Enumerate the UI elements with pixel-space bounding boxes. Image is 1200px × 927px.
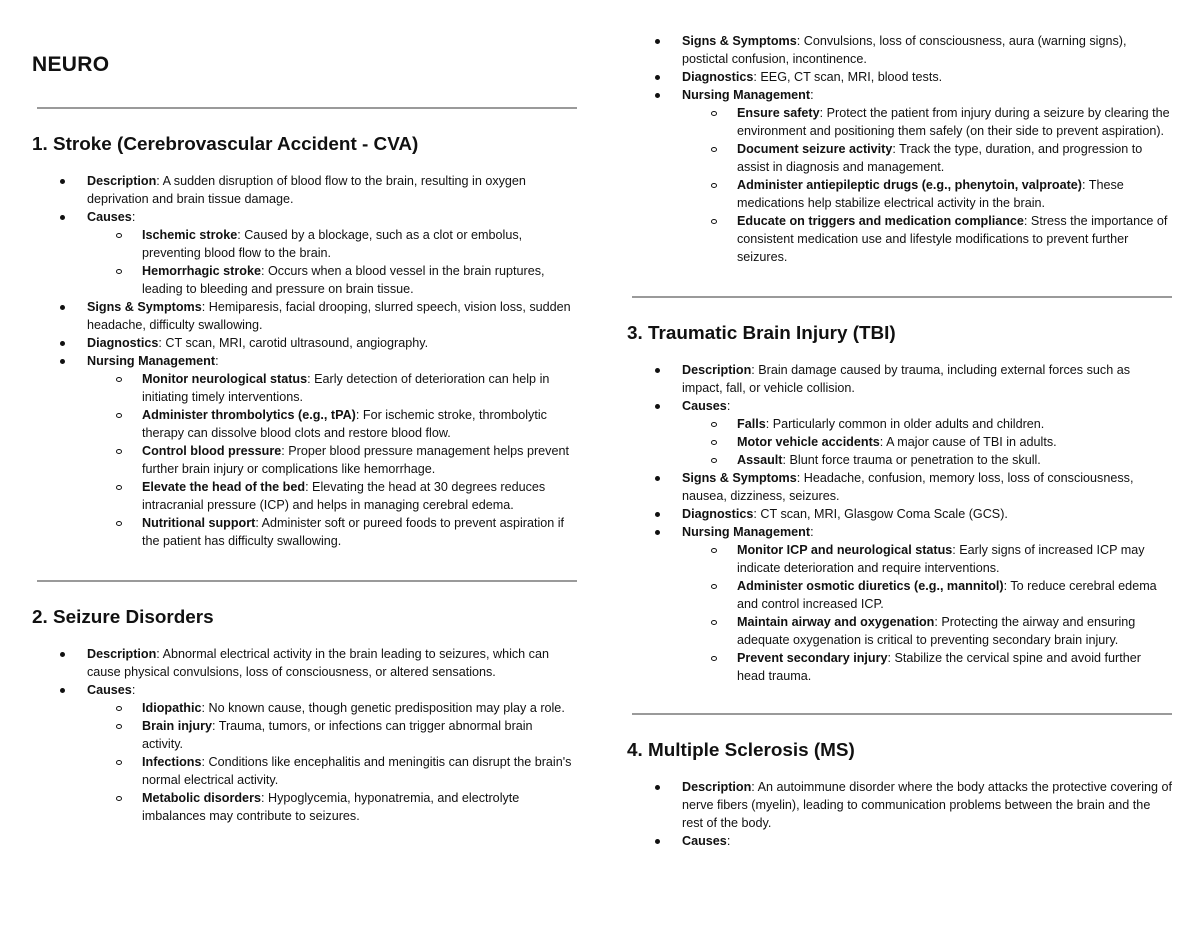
seizure-list-continued <box>627 32 1172 266</box>
item-term: Causes <box>682 834 727 848</box>
item-term: Ensure safety <box>737 106 820 120</box>
item-text: : Track the type, duration, and progression to assist in diagnosis and management. <box>737 142 1143 174</box>
sub-list-item <box>682 140 1172 176</box>
ms-list <box>627 778 1172 850</box>
item-text: : EEG, CT scan, MRI, blood tests. <box>753 70 943 84</box>
section-title-ms: 4. Multiple Sclerosis (MS) <box>627 740 855 761</box>
item-term: Administer antiepileptic drugs (e.g., phenytoin, valproate) <box>737 178 1082 192</box>
item-term: Infections <box>142 755 202 769</box>
item-text: : Administer soft or pureed foods to prevent aspiration if the patient has difficulty swallowing. <box>142 516 565 548</box>
item-term: Assault <box>737 453 783 467</box>
item-term: Elevate the head of the bed <box>142 480 306 494</box>
list-item <box>627 832 1172 850</box>
item-term: Description <box>682 363 752 377</box>
sub-bullet-list <box>87 699 577 825</box>
item-text: : Protecting the airway and ensuring adequate oxygenation is critical to preventing secondary brain injury. <box>737 615 1136 647</box>
item-term: Hemorrhagic stroke <box>142 264 261 278</box>
item-text: : For ischemic stroke, thrombolytic therapy can dissolve blood clots and restore blood flow. <box>142 408 547 440</box>
right-column <box>627 32 1172 850</box>
item-term: Causes <box>87 683 132 697</box>
item-term: Description <box>87 647 157 661</box>
sub-bullet-list <box>87 226 577 298</box>
sub-list-item <box>87 262 577 298</box>
sub-list-item <box>87 753 577 789</box>
section-title-seizure: 2. Seizure Disorders <box>32 607 214 628</box>
stroke-list <box>32 172 577 550</box>
seizure-list <box>32 645 577 825</box>
item-text: : Headache, confusion, memory loss, loss of consciousness, nausea, dizziness, seizures. <box>682 471 1134 503</box>
item-term: Control blood pressure <box>142 444 282 458</box>
item-text: : Protect the patient from injury during a seizure by clearing the environment and positioning them safely (on their side to prevent aspiration). <box>737 106 1170 138</box>
sub-list-item <box>682 577 1172 613</box>
item-text: : An autoimmune disorder where the body attacks the protective covering of nerve fibers (myelin), leading to communication problems between the brain and the rest of the body. <box>682 780 1173 830</box>
item-term: Nursing Management <box>87 354 216 368</box>
tbi-list <box>627 361 1172 685</box>
item-text: : Early detection of deterioration can help in initiating timely interventions. <box>142 372 550 404</box>
section-title-stroke: 1. Stroke (Cerebrovascular Accident - CVA) <box>32 134 419 155</box>
item-text: : Particularly common in older adults and children. <box>765 417 1045 431</box>
item-term: Brain injury <box>142 719 212 733</box>
item-term: Ischemic stroke <box>142 228 238 242</box>
item-text: : CT scan, MRI, Glasgow Coma Scale (GCS). <box>753 507 1008 521</box>
left-column <box>32 52 577 825</box>
item-term: Educate on triggers and medication compliance <box>737 214 1024 228</box>
item-text: : Blunt force trauma or penetration to the skull. <box>782 453 1041 467</box>
item-term: Administer osmotic diuretics (e.g., mannitol) <box>737 579 1004 593</box>
section-title-tbi: 3. Traumatic Brain Injury (TBI) <box>627 323 896 344</box>
bullet-list <box>627 778 1172 850</box>
sub-list-item <box>87 406 577 442</box>
item-term: Motor vehicle accidents <box>737 435 880 449</box>
item-text: : No known cause, though genetic predisposition may play a role. <box>201 701 565 715</box>
list-item <box>32 172 577 208</box>
item-term: Signs & Symptoms <box>682 34 797 48</box>
sub-bullet-list <box>682 541 1172 685</box>
sub-list-item <box>87 442 577 478</box>
bullet-list <box>32 645 577 825</box>
item-term: Signs & Symptoms <box>682 471 797 485</box>
list-item <box>627 361 1172 397</box>
item-text: : To reduce cerebral edema and control increased ICP. <box>737 579 1157 611</box>
item-text: : Trauma, tumors, or infections can trigger abnormal brain activity. <box>142 719 533 751</box>
sub-list-item <box>682 212 1172 266</box>
item-text: : These medications help stabilize electrical activity in the brain. <box>737 178 1124 210</box>
sub-list-item <box>682 649 1172 685</box>
item-text: : Stress the importance of consistent medication use and lifestyle modifications to prevent further seizures. <box>737 214 1168 264</box>
item-text: : Abnormal electrical activity in the brain leading to seizures, which can cause physical convulsions, loss of consciousness, or altered sensations. <box>87 647 549 679</box>
item-term: Nursing Management <box>682 525 811 539</box>
sub-list-item <box>682 433 1172 451</box>
list-item <box>32 681 577 825</box>
list-item <box>627 469 1172 505</box>
item-term: Metabolic disorders <box>142 791 261 805</box>
list-item <box>32 334 577 352</box>
list-item <box>627 778 1172 832</box>
item-term: Maintain airway and oxygenation <box>737 615 935 629</box>
sub-list-item <box>87 370 577 406</box>
item-term: Nutritional support <box>142 516 256 530</box>
sub-bullet-list <box>87 370 577 550</box>
item-term: Monitor ICP and neurological status <box>737 543 953 557</box>
sub-list-item <box>87 514 577 550</box>
item-term: Document seizure activity <box>737 142 893 156</box>
section-divider <box>37 107 577 109</box>
item-term: Diagnostics <box>682 507 754 521</box>
document-title: NEURO <box>32 53 110 76</box>
item-term: Diagnostics <box>87 336 159 350</box>
section-divider <box>37 580 577 582</box>
item-term: Prevent secondary injury <box>737 651 888 665</box>
item-term: Description <box>682 780 752 794</box>
item-text: : Conditions like encephalitis and meningitis can disrupt the brain's normal electrical activity. <box>142 755 572 787</box>
item-text: : A major cause of TBI in adults. <box>879 435 1057 449</box>
section-divider <box>632 296 1172 298</box>
item-text: : Convulsions, loss of consciousness, aura (warning signs), postictal confusion, incontinence. <box>682 34 1127 66</box>
item-text: : <box>726 834 731 848</box>
item-text: : <box>726 399 731 413</box>
sub-list-item <box>682 451 1172 469</box>
list-item <box>32 352 577 550</box>
list-item <box>32 645 577 681</box>
item-text: : Occurs when a blood vessel in the brain ruptures, leading to bleeding and pressure on brain tissue. <box>142 264 545 296</box>
item-text: : Caused by a blockage, such as a clot or embolus, preventing blood flow to the brain. <box>142 228 523 260</box>
item-text: : Hypoglycemia, hyponatremia, and electrolyte imbalances may contribute to seizures. <box>142 791 520 823</box>
item-text: : Stabilize the cervical spine and avoid further head trauma. <box>737 651 1141 683</box>
list-item <box>627 505 1172 523</box>
item-text: : CT scan, MRI, carotid ultrasound, angiography. <box>158 336 429 350</box>
bullet-list <box>627 361 1172 685</box>
item-text: : Elevating the head at 30 degrees reduces intracranial pressure (ICP) and helps in managing cerebral edema. <box>142 480 546 512</box>
list-item <box>32 208 577 298</box>
item-term: Falls <box>737 417 766 431</box>
list-item <box>627 397 1172 469</box>
list-item <box>627 523 1172 685</box>
item-term: Nursing Management <box>682 88 811 102</box>
item-term: Diagnostics <box>682 70 754 84</box>
list-item <box>627 68 1172 86</box>
section-divider <box>632 713 1172 715</box>
sub-bullet-list <box>682 415 1172 469</box>
item-text: : <box>810 88 814 102</box>
bullet-list <box>627 32 1172 266</box>
item-text: : Brain damage caused by trauma, including external forces such as impact, fall, or vehicle collision. <box>682 363 1130 395</box>
item-text: : <box>215 354 219 368</box>
item-term: Idiopathic <box>142 701 202 715</box>
sub-list-item <box>682 613 1172 649</box>
item-text: : A sudden disruption of blood flow to the brain, resulting in oxygen deprivation and brain tissue damage. <box>87 174 526 206</box>
sub-list-item <box>87 789 577 825</box>
sub-list-item <box>87 226 577 262</box>
list-item <box>32 298 577 334</box>
item-term: Signs & Symptoms <box>87 300 202 314</box>
item-text: : Early signs of increased ICP may indicate deterioration and require interventions. <box>737 543 1145 575</box>
item-text: : Proper blood pressure management helps prevent further brain injury or complications like hemorrhage. <box>142 444 569 476</box>
item-term: Administer thrombolytics (e.g., tPA) <box>142 408 356 422</box>
sub-list-item <box>682 541 1172 577</box>
sub-list-item <box>87 699 577 717</box>
sub-list-item <box>682 104 1172 140</box>
item-text: : <box>131 683 136 697</box>
item-term: Causes <box>87 210 132 224</box>
bullet-list <box>32 172 577 550</box>
item-term: Description <box>87 174 157 188</box>
sub-list-item <box>682 415 1172 433</box>
item-text: : <box>810 525 814 539</box>
sub-list-item <box>87 717 577 753</box>
item-term: Monitor neurological status <box>142 372 308 386</box>
list-item <box>627 32 1172 68</box>
sub-bullet-list <box>682 104 1172 266</box>
item-term: Causes <box>682 399 727 413</box>
list-item <box>627 86 1172 266</box>
sub-list-item <box>87 478 577 514</box>
item-text: : Hemiparesis, facial drooping, slurred speech, vision loss, sudden headache, difficulty swallowing. <box>87 300 571 332</box>
item-text: : <box>131 210 136 224</box>
sub-list-item <box>682 176 1172 212</box>
